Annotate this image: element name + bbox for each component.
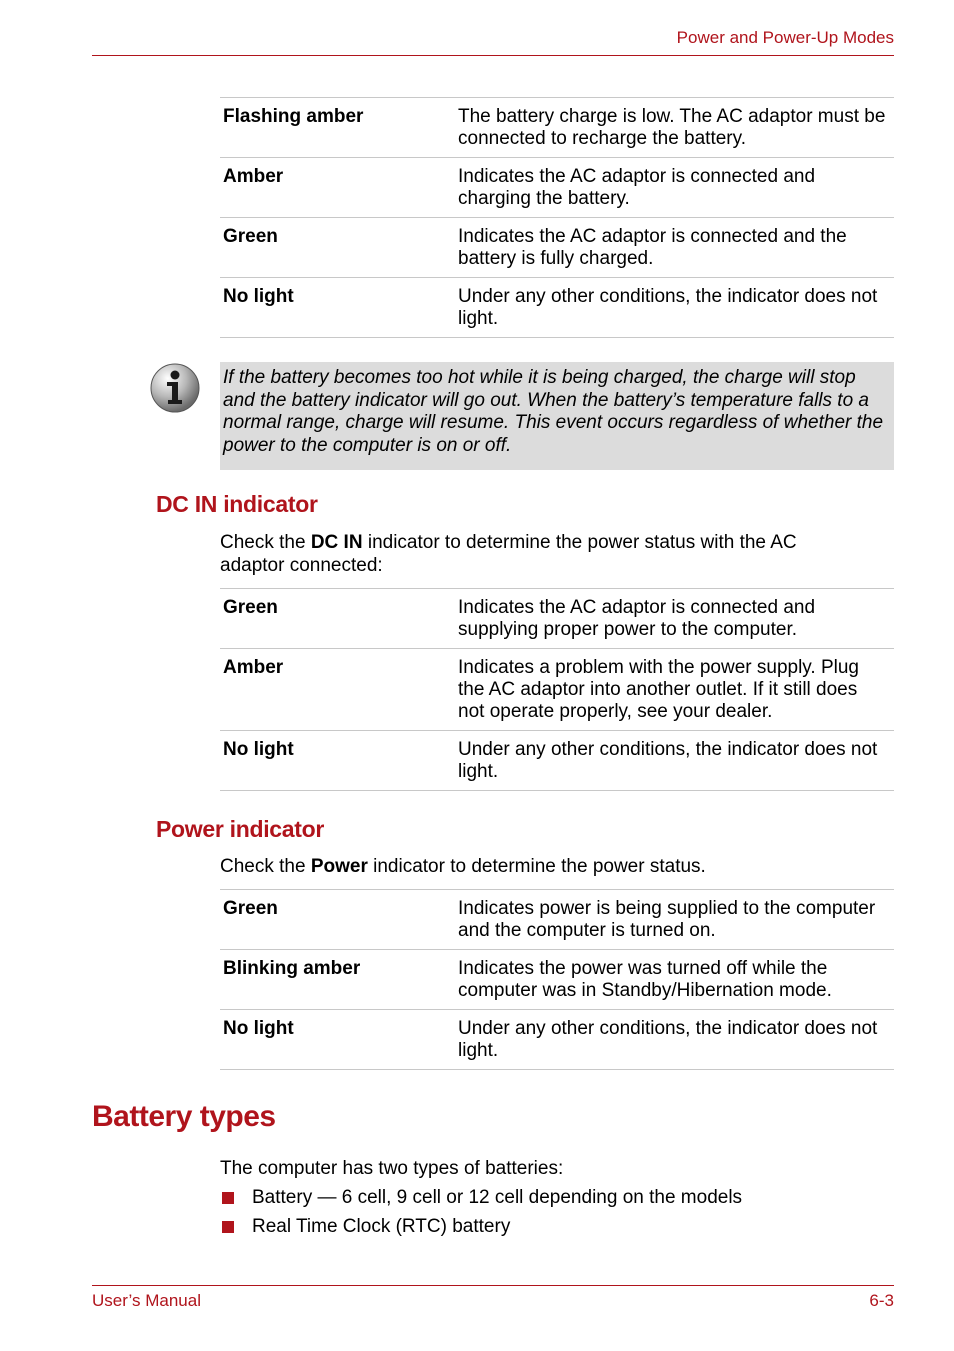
table-row — [220, 731, 894, 791]
indicator-description: Indicates power is being supplied to the computer and the computer is turned on. — [458, 890, 894, 950]
running-header: Power and Power-Up Modes — [676, 28, 894, 47]
power-bold: Power — [310, 856, 368, 877]
table-row — [220, 589, 894, 649]
indicator-state: Blinking amber — [220, 950, 458, 1010]
indicator-description: Under any other conditions, the indicator does not light. — [458, 1010, 894, 1070]
table-row — [220, 950, 894, 1010]
indicator-description: Under any other conditions, the indicator does not light. — [458, 731, 894, 791]
indicator-state: Amber — [220, 158, 458, 218]
footer-rule — [92, 1285, 894, 1286]
indicator-description: Indicates the power was turned off while the computer was in Standby/Hibernation mode. — [458, 950, 894, 1010]
page-number: 6-3 — [869, 1291, 894, 1310]
battery-types-intro: The computer has two types of batteries: — [220, 1158, 564, 1179]
header-rule — [92, 55, 894, 56]
indicator-state: Flashing amber — [220, 98, 458, 158]
indicator-description: Under any other conditions, the indicator does not light. — [458, 278, 894, 338]
bullet-square-icon — [222, 1192, 234, 1204]
table-row — [220, 890, 894, 950]
indicator-description: Indicates the AC adaptor is connected and charging the battery. — [458, 158, 894, 218]
bullet-square-icon — [222, 1221, 234, 1233]
note-text: If the battery becomes too hot while it is being charged, the charge will stop and the battery indicator will go out. When the battery’s temperature falls to a normal range, charge will resume. This event occurs regardless of whether the power to the computer is on or off. — [223, 367, 884, 457]
dc-in-table — [220, 588, 894, 791]
power-table — [220, 889, 894, 1070]
footer-manual-title: User’s Manual — [92, 1291, 201, 1310]
indicator-state: Green — [220, 890, 458, 950]
indicator-description: The battery charge is low. The AC adaptor must be connected to recharge the battery. — [458, 98, 894, 158]
table-row — [220, 278, 894, 338]
battery-types-heading: Battery types — [92, 1100, 276, 1133]
dc-in-bold: DC IN — [310, 532, 363, 553]
indicator-description: Indicates a problem with the power supply. Plug the AC adaptor into another outlet. If it still does not operate properly, see your dealer. — [458, 649, 894, 731]
indicator-description: Indicates the AC adaptor is connected and supplying proper power to the computer. — [458, 589, 894, 649]
table-row — [220, 158, 894, 218]
indicator-state: No light — [220, 278, 458, 338]
indicator-state: Green — [220, 589, 458, 649]
indicator-description: Indicates the AC adaptor is connected and the battery is fully charged. — [458, 218, 894, 278]
indicator-state: No light — [220, 1010, 458, 1070]
power-heading: Power indicator — [156, 816, 325, 842]
table-row — [220, 98, 894, 158]
list-item-text: Battery — 6 cell, 9 cell or 12 cell depending on the models — [252, 1187, 743, 1208]
indicator-state: No light — [220, 731, 458, 791]
dc-in-intro: Check the DC IN indicator to determine the power status with the AC adaptor connected: — [220, 532, 797, 576]
info-icon — [149, 362, 201, 414]
table-row — [220, 218, 894, 278]
indicator-state: Green — [220, 218, 458, 278]
table-row — [220, 649, 894, 731]
power-intro: Check the Power indicator to determine the power status. — [220, 856, 706, 877]
list-item-text: Real Time Clock (RTC) battery — [252, 1216, 511, 1237]
table-row — [220, 1010, 894, 1070]
indicator-state: Amber — [220, 649, 458, 731]
dc-in-heading: DC IN indicator — [156, 491, 318, 517]
battery-indicator-table — [220, 97, 894, 338]
note-box — [220, 362, 894, 470]
